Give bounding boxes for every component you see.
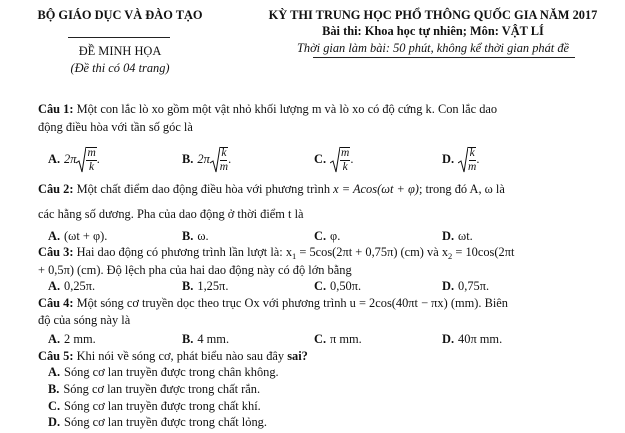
q1-option-a[interactable]: A. 2π $\frac{m}{k}$ . xyxy=(48,146,100,173)
sqrt-symbol: $\frac{m}{k}$ xyxy=(330,146,350,174)
q4-option-c[interactable]: C. π mm. xyxy=(314,332,362,346)
exam-label: ĐỀ MINH HỌA xyxy=(78,44,162,58)
question-4-line-1: Câu 4: Một sóng cơ truyền dọc theo trục Ox với phương trình u = 2cos(40πt − πx) (mm). Biên xyxy=(38,296,508,310)
question-1-line-1: Câu 1: Một con lắc lò xo gồm một vật nhỏ khối lượng m và lò xo có độ cứng k. Con lắc dao xyxy=(38,102,498,116)
question-5-label: Câu 5: xyxy=(38,349,74,363)
q4-option-d[interactable]: D. 40π mm. xyxy=(442,332,503,346)
question-3-label: Câu 3: xyxy=(38,245,74,259)
q1-option-c[interactable]: C. $\frac{m}{k}$ . xyxy=(314,146,354,173)
sqrt-symbol: $\frac{m}{k}$ xyxy=(76,146,96,174)
q2-option-d[interactable]: D. ωt. xyxy=(442,229,473,243)
sqrt-symbol: $\frac{k}{m}$ xyxy=(458,146,476,174)
question-2-label: Câu 2: xyxy=(38,182,74,196)
q1-option-d[interactable]: D. $\frac{k}{m}$ . xyxy=(442,146,480,173)
question-3-line-2: + 0,5π) (cm). Độ lệch pha của hai dao động này có độ lớn bằng xyxy=(38,263,352,277)
q5-option-a[interactable]: A. Sóng cơ lan truyền được trong chân không. xyxy=(48,365,279,379)
q2-option-a[interactable]: A. (ωt + φ). xyxy=(48,229,108,243)
q2-option-c[interactable]: C. φ. xyxy=(314,229,341,243)
question-1-line-2: động điều hòa với tần số góc là xyxy=(38,120,193,134)
q5-emphasis: sai xyxy=(287,349,302,363)
q5-option-c[interactable]: C. Sóng cơ lan truyền được trong chất khí. xyxy=(48,399,261,413)
sqrt-symbol: $\frac{k}{m}$ xyxy=(210,146,228,174)
q3-option-a[interactable]: A. 0,25π. xyxy=(48,279,96,293)
time-note-underline xyxy=(313,57,575,58)
question-3-line-1: Câu 3: Hai dao động có phương trình lần lượt là: $x_1 = 5\cos(2\pi t + 0,75\pi)$ (cm) và $x_2 = 10\cos(2\pi t$ xyxy=(38,245,515,261)
q2-formula: x = Acos(ωt + φ) xyxy=(333,182,419,196)
q3-option-c[interactable]: C. 0,50π. xyxy=(314,279,362,293)
exam-title: KỲ THI TRUNG HỌC PHỔ THÔNG QUỐC GIA NĂM 2017 xyxy=(268,8,598,22)
ministry-name: BỘ GIÁO DỤC VÀ ĐÀO TẠO xyxy=(37,8,203,22)
pages-note: (Đề thi có 04 trang) xyxy=(70,61,170,75)
question-2-line-2: các hằng số dương. Pha của dao động ở thời điểm t là xyxy=(38,207,304,221)
header-divider xyxy=(68,37,170,38)
time-note: Thời gian làm bài: 50 phút, không kể thời gian phát đề xyxy=(296,41,570,55)
question-2-line-1: Câu 2: Một chất điểm dao động điều hòa với phương trình x = Acos(ωt + φ); trong đó A, ω là xyxy=(38,182,505,196)
q5-option-d[interactable]: D. Sóng cơ lan truyền được trong chất lỏng. xyxy=(48,415,267,429)
question-1-label: Câu 1: xyxy=(38,102,74,116)
q5-option-b[interactable]: B. Sóng cơ lan truyền được trong chất rắn. xyxy=(48,382,261,396)
q4-option-b[interactable]: B. 4 mm. xyxy=(182,332,230,346)
question-4-label: Câu 4: xyxy=(38,296,74,310)
question-4-line-2: độ của sóng này là xyxy=(38,313,131,327)
q2-option-b[interactable]: B. ω. xyxy=(182,229,209,243)
q1-option-b[interactable]: B. 2π $\frac{k}{m}$ . xyxy=(182,146,232,173)
q4-option-a[interactable]: A. 2 mm. xyxy=(48,332,96,346)
question-5-line-1: Câu 5: Khi nói về sóng cơ, phát biểu nào sau đây sai? xyxy=(38,349,308,363)
q3-option-d[interactable]: D. 0,75π. xyxy=(442,279,490,293)
q3-option-b[interactable]: B. 1,25π. xyxy=(182,279,229,293)
exam-subject: Bài thi: Khoa học tự nhiên; Môn: VẬT LÍ xyxy=(322,24,544,38)
